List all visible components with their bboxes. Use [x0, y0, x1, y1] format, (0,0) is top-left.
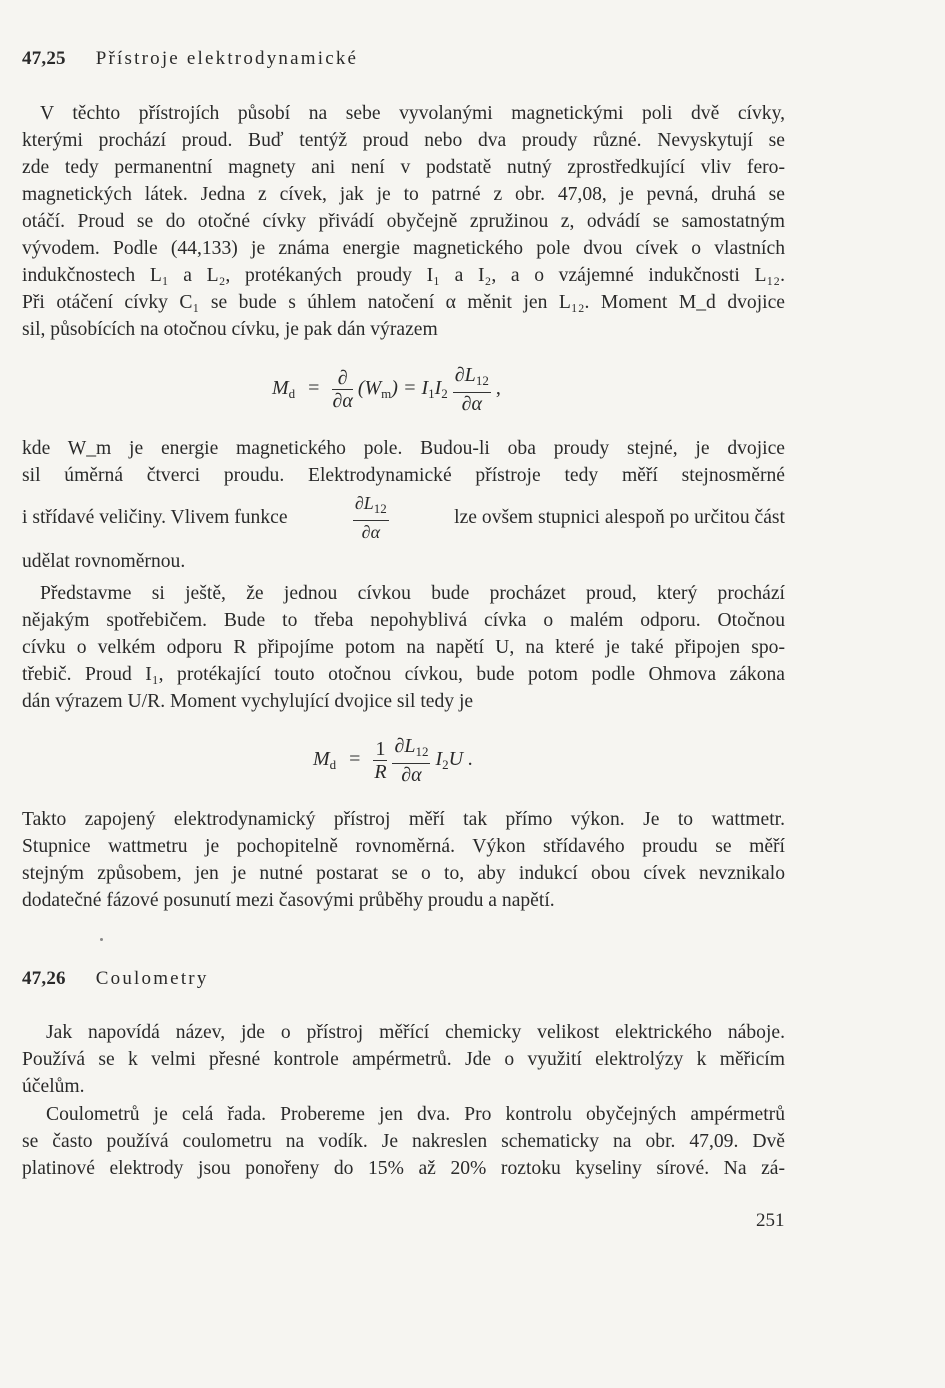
section-title: Přístroje elektrodynamické [95, 48, 359, 69]
text-line: zde tedy permanentní magnety ani není v podstatě nutný zprostředkující vliv fero- [22, 157, 785, 178]
paragraph-intro [22, 100, 785, 343]
text-line: sil, působících na otočnou cívku, je pak dán výrazem [22, 319, 438, 340]
paragraph-consumer [22, 580, 785, 715]
text-line: Coulometrů je celá řada. Probereme jen dva. Pro kontrolu obyčejných ampérmetrů [46, 1104, 785, 1125]
text-line: V těchto přístrojích působí na sebe vyvolanými magnetickými poli dvě cívky, [40, 103, 785, 124]
speck [100, 938, 103, 941]
text-line: účelům. [22, 1076, 85, 1097]
fraction: $\frac{\partial}{\partial\alpha}$ [332, 367, 353, 412]
inline-formula-line: i střídavé veličiny. Vlivem funkce $\frac{\partial L_{12}}{\partial\alpha}$ lze ovšem stupnici alespoň po určitou část [22, 493, 785, 542]
fraction: $\frac{\partial L_{12}}{\partial\alpha}$ [394, 735, 429, 786]
text-line: se často používá coulometru na vodík. Je nakreslen schematicky na obr. 47,09. Dvě [22, 1131, 785, 1152]
text-line: Při otáčení cívky C₁ se bude s úhlem natočení α měnit jen L₁₂. Moment M_d dvojice [22, 292, 785, 313]
text-line: třebič. Proud I₁, protékající touto otočnou cívkou, bude potom podle Ohmova zákona [22, 664, 785, 685]
text-line: Takto zapojený elektrodynamický přístroj měří tak přímo výkon. Je to wattmetr. [22, 809, 785, 830]
text-line: otáčí. Proud se do otočné cívky přivádí obyčejně zpružinou z, odvádí se samostatným [22, 211, 785, 232]
text-line: Představme si ještě, že jednou cívkou bude procházet proud, který prochází [40, 583, 785, 604]
equation-torque: $M_d$ = $\frac{\partial}{\partial\alpha}$ $(W_m) = I_1I_2$ $\frac{\partial L_{12}}{\partial\alpha}$ , [272, 364, 501, 415]
section-number: 47,25 [22, 48, 66, 69]
fraction: $\frac{\partial L_{12}}{\partial\alpha}$ [454, 364, 489, 415]
paragraph-coulometers [22, 1101, 785, 1182]
text-line: platinové elektrody jsou ponořeny do 15% až 20% roztoku kyseliny sírové. Na zá- [22, 1158, 785, 1179]
text-line: vývodem. Podle (44,133) je známa energie magnetického pole dvou cívek o vlastních [22, 238, 785, 259]
paragraph-coulometry-intro [22, 1019, 785, 1100]
text-line: stejným způsobem, jen je nutné postarat se o to, aby indukcí obou cívek nevznikalo [22, 863, 785, 884]
paragraph-energy [22, 435, 785, 489]
paragraph-energy-end [22, 548, 785, 575]
text-line: dán výrazem U/R. Moment vychylující dvojice sil tedy je [22, 691, 474, 712]
text-line: kterými prochází proud. Buď tentýž proud nebo dva proudy různé. Nevyskytují se [22, 130, 785, 151]
section-heading-47-26 [22, 968, 209, 990]
text-line: Jak napovídá název, jde o přístroj měřící chemicky velikost elektrického náboje. [46, 1022, 785, 1043]
text-line: sil úměrná čtverci proudu. Elektrodynamické přístroje tedy měří stejnosměrné [22, 465, 785, 486]
text-line: cívku o velkém odporu R připojíme potom na napětí U, na které je také připojen spo- [22, 637, 785, 658]
equation-wattmeter: $M_d$ = $\frac{1}{R}$ $\frac{\partial L_{12}}{\partial\alpha}$ $I_2U$ . [313, 735, 474, 786]
text-line: nějakým spotřebičem. Bude to třeba nepohyblivá cívka o malém odporu. Otočnou [22, 610, 785, 631]
section-heading-47-25 [22, 48, 358, 70]
text-line: udělat rovnoměrnou. [22, 551, 186, 572]
text-line: indukčnostech L₁ a L₂, protékaných proudy I₁ a I₂, a o vzájemné indukčnosti L₁₂. [22, 265, 785, 286]
text-line: dodatečné fázové posunutí mezi časovými průběhy proudu a napětí. [22, 890, 555, 911]
text-line: magnetických látek. Jedna z cívek, jak je to patrné z obr. 47,08, je pevná, druhá se [22, 184, 785, 205]
fraction: $\frac{1}{R}$ [374, 738, 387, 783]
section-title: Coulometry [95, 968, 209, 989]
text-line: Používá se k velmi přesné kontrole ampérmetrů. Jde o využití elektrolýzy k měřicím [22, 1049, 785, 1070]
text-line: Stupnice wattmetru je pochopitelně rovnoměrná. Výkon střídavého proudu se měří [22, 836, 785, 857]
section-number: 47,26 [22, 968, 66, 989]
fraction: $\frac{\partial L_{12}}{\partial\alpha}$ [354, 493, 387, 542]
text-line: kde W_m je energie magnetického pole. Budou-li oba proudy stejné, je dvojice [22, 438, 785, 459]
paragraph-wattmeter [22, 806, 785, 914]
page-number: 251 [756, 1210, 785, 1231]
